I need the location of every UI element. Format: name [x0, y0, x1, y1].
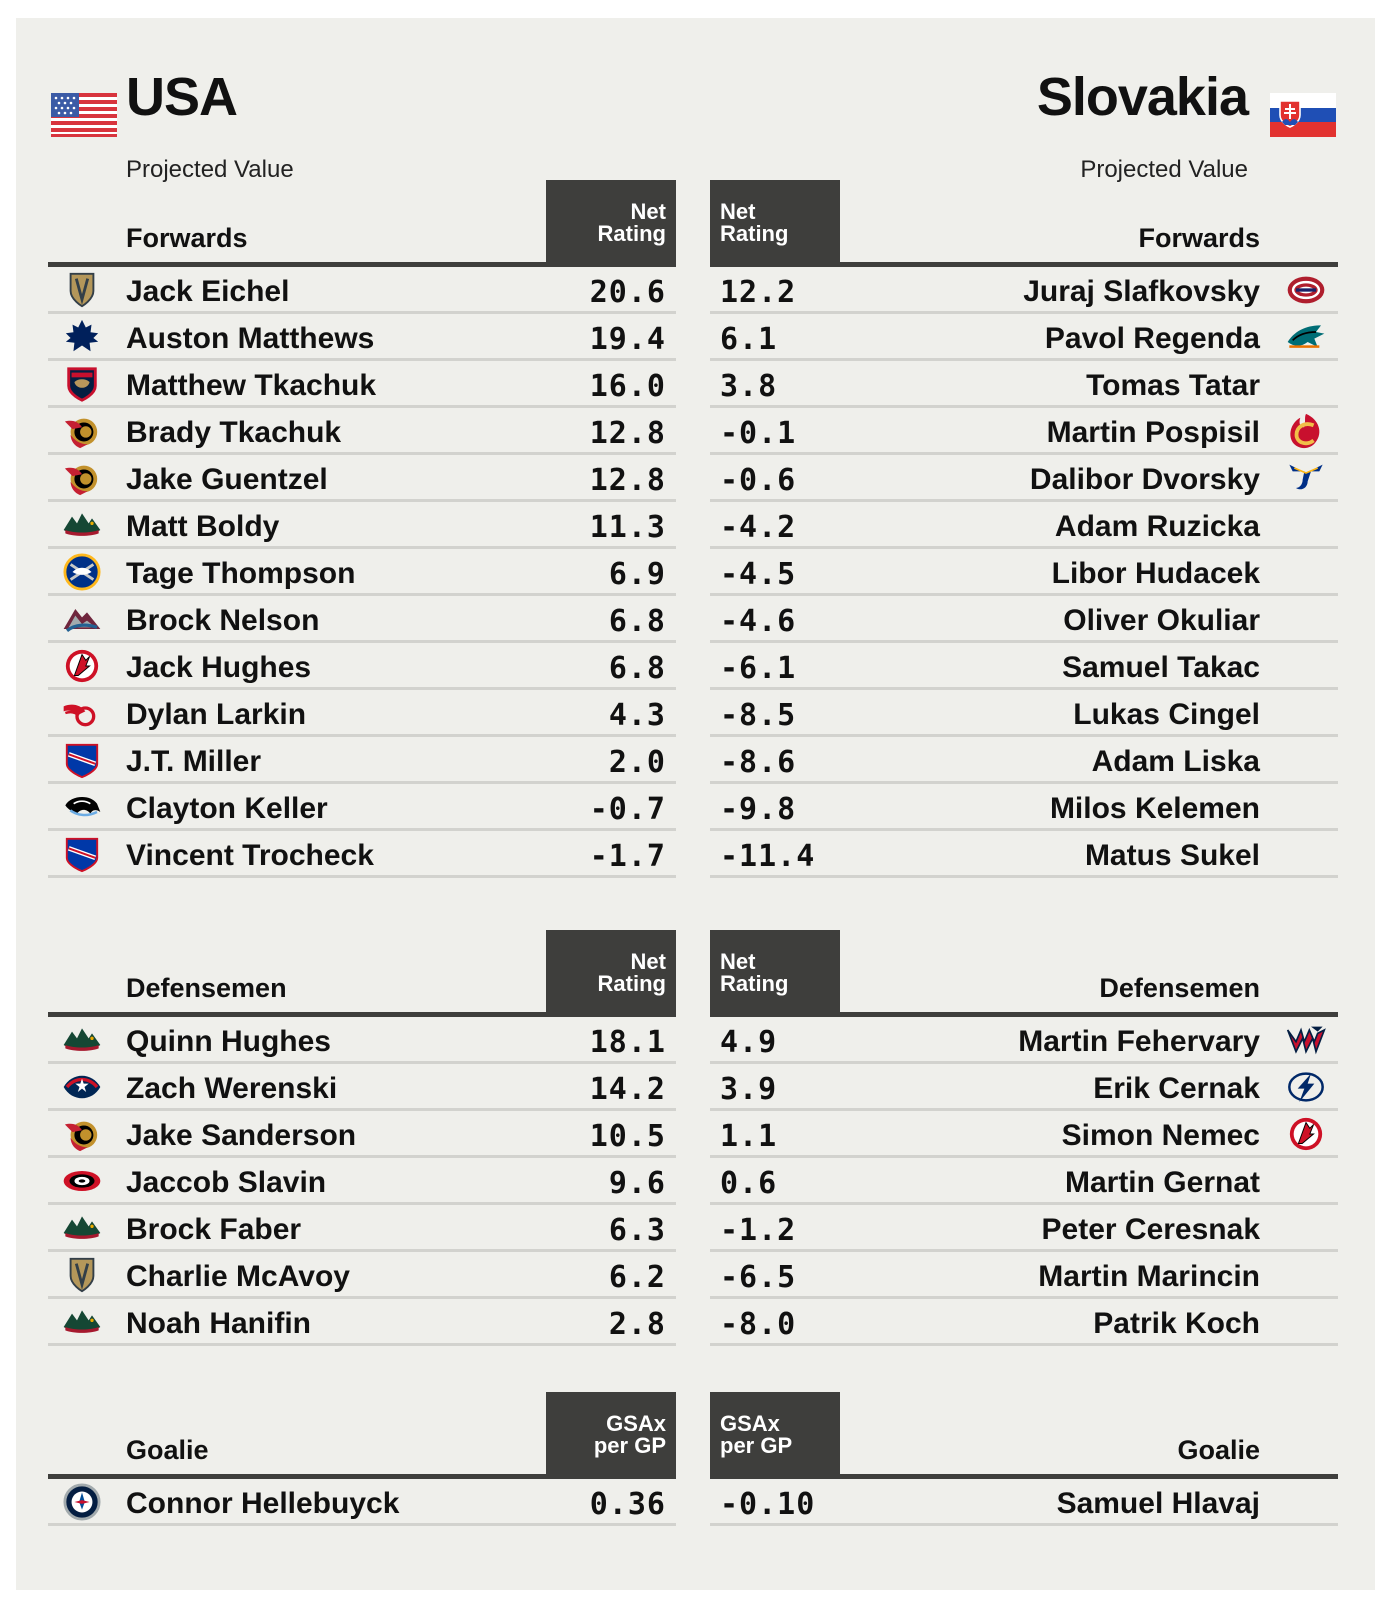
- table-row: [48, 1158, 676, 1205]
- minnesota-wild-logo-icon: [62, 506, 102, 544]
- columbus-blue-jackets-logo-icon: [62, 1068, 102, 1106]
- table-row: [710, 455, 1338, 502]
- table-row: [710, 1479, 1338, 1526]
- player-value: 6.8: [608, 651, 666, 686]
- table-header: [710, 180, 1338, 262]
- buffalo-sabres-logo-icon: [62, 553, 102, 591]
- table-row: [710, 690, 1338, 737]
- player-name: Adam Ruzicka: [1054, 510, 1260, 543]
- column-header-line: Net: [630, 199, 666, 224]
- table-row: [48, 1111, 676, 1158]
- table-row: [710, 361, 1338, 408]
- player-name: Libor Hudacek: [1051, 557, 1260, 590]
- column-header-line: per GP: [593, 1433, 666, 1458]
- player-name: Juraj Slafkovsky: [1023, 275, 1260, 308]
- column-header-line: Net: [720, 199, 756, 224]
- table-row: [710, 643, 1338, 690]
- table-row: [710, 1252, 1338, 1299]
- player-name: Brock Nelson: [126, 604, 320, 637]
- player-value: -0.1: [720, 416, 797, 451]
- player-name: Adam Liska: [1091, 745, 1260, 778]
- player-name: Auston Matthews: [126, 322, 375, 355]
- ottawa-senators-logo-icon: [62, 412, 102, 450]
- section-title: Defensemen: [1099, 973, 1260, 1003]
- player-value: 19.4: [589, 322, 666, 357]
- player-name: Dylan Larkin: [126, 698, 307, 731]
- slovakia-flag-icon: [1270, 93, 1336, 137]
- right-defensemen-table: [710, 930, 1338, 1346]
- player-name: Jaccob Slavin: [126, 1166, 327, 1199]
- table-header: [710, 1392, 1338, 1474]
- table-row: [48, 643, 676, 690]
- team-title-slovakia: Slovakia: [1036, 67, 1248, 127]
- player-name: Milos Kelemen: [1049, 792, 1260, 825]
- table-header: [48, 930, 676, 1012]
- table-row: [48, 1205, 676, 1252]
- player-value: -9.8: [720, 792, 797, 827]
- column-header-line: Net: [630, 949, 666, 974]
- table-row: [710, 831, 1338, 878]
- table-row: [48, 314, 676, 361]
- table-row: [48, 596, 676, 643]
- player-value: -8.5: [720, 698, 797, 733]
- right-goalie-table: [710, 1392, 1338, 1526]
- player-value: 0.36: [589, 1487, 666, 1522]
- player-value: 9.6: [608, 1166, 666, 1201]
- table-row: [710, 1064, 1338, 1111]
- player-name: Connor Hellebuyck: [126, 1487, 400, 1520]
- player-name: Jake Guentzel: [126, 463, 328, 496]
- player-name: Oliver Okuliar: [1063, 604, 1260, 637]
- florida-panthers-logo-icon: [62, 365, 102, 403]
- player-value: -4.2: [720, 510, 797, 545]
- table-row: [48, 1064, 676, 1111]
- player-value: 0.6: [720, 1166, 778, 1201]
- player-name: Noah Hanifin: [126, 1307, 311, 1340]
- player-value: -6.1: [720, 651, 797, 686]
- table-row: [710, 737, 1338, 784]
- column-header: [710, 1392, 840, 1474]
- column-header-line: Rating: [720, 221, 789, 246]
- player-name: Dalibor Dvorsky: [1029, 463, 1260, 496]
- table-row: [710, 1299, 1338, 1346]
- player-name: Samuel Hlavaj: [1056, 1487, 1260, 1520]
- player-name: Peter Ceresnak: [1041, 1213, 1260, 1246]
- player-name: Lukas Cingel: [1073, 698, 1260, 731]
- section-title: Goalie: [126, 1435, 209, 1465]
- player-value: -8.6: [720, 745, 797, 780]
- player-value: 12.8: [589, 416, 666, 451]
- ottawa-senators-logo-icon: [62, 1115, 102, 1153]
- table-header: [710, 930, 1338, 1012]
- player-value: -1.2: [720, 1213, 797, 1248]
- column-header-line: Rating: [597, 971, 666, 996]
- table-row: [48, 361, 676, 408]
- section-title: Goalie: [1177, 1435, 1260, 1465]
- table-header: [48, 1392, 676, 1474]
- st-louis-blues-logo-icon: [1286, 459, 1326, 497]
- table-row: [710, 549, 1338, 596]
- player-value: 10.5: [589, 1119, 666, 1154]
- player-name: Quinn Hughes: [126, 1025, 331, 1058]
- table-row: [710, 1158, 1338, 1205]
- left-forwards-table: [48, 180, 676, 878]
- player-value: 4.9: [720, 1025, 778, 1060]
- player-value: 2.8: [608, 1307, 666, 1342]
- table-header: [48, 180, 676, 262]
- table-row: [710, 267, 1338, 314]
- table-rows: [710, 1017, 1338, 1346]
- table-row: [710, 1111, 1338, 1158]
- player-name: Martin Marincin: [1038, 1260, 1260, 1293]
- player-name: Patrik Koch: [1093, 1307, 1260, 1340]
- right-forwards-table: [710, 180, 1338, 878]
- column-header-line: Net: [720, 949, 756, 974]
- left-goalie-table: [48, 1392, 676, 1526]
- washington-capitals-logo-icon: [1286, 1021, 1326, 1059]
- colorado-avalanche-logo-icon: [62, 600, 102, 638]
- player-value: -0.6: [720, 463, 797, 498]
- player-name: Simon Nemec: [1061, 1119, 1260, 1152]
- player-name: Jack Hughes: [126, 651, 312, 684]
- column-header-line: GSAx: [720, 1411, 780, 1436]
- toronto-maple-leafs-logo-icon: [62, 318, 102, 356]
- new-jersey-devils-logo-icon: [62, 647, 102, 685]
- player-value: -4.5: [720, 557, 797, 592]
- player-value: 4.3: [608, 698, 666, 733]
- player-value: 20.6: [589, 275, 666, 310]
- carolina-hurricanes-logo-icon: [62, 1162, 102, 1200]
- detroit-red-wings-logo-icon: [62, 694, 102, 732]
- table-row: [48, 267, 676, 314]
- subtitle-slovakia: Projected Value: [1080, 156, 1248, 183]
- player-value: 6.2: [608, 1260, 666, 1295]
- player-value: -11.4: [720, 839, 816, 874]
- us-flag-icon: [51, 93, 117, 137]
- team-title-usa: USA: [126, 67, 238, 127]
- table-row: [48, 784, 676, 831]
- player-name: Clayton Keller: [126, 792, 328, 825]
- player-value: 16.0: [589, 369, 666, 404]
- subtitle-usa: Projected Value: [126, 156, 294, 183]
- player-value: -1.7: [589, 839, 666, 874]
- player-name: Samuel Takac: [1062, 651, 1260, 684]
- player-value: 11.3: [589, 510, 666, 545]
- column-header-line: per GP: [720, 1433, 793, 1458]
- player-value: 12.8: [589, 463, 666, 498]
- player-name: Brock Faber: [126, 1213, 302, 1246]
- table-row: [48, 831, 676, 878]
- player-name: Zach Werenski: [126, 1072, 338, 1105]
- table-row: [48, 455, 676, 502]
- player-name: J.T. Miller: [126, 745, 262, 778]
- new-york-rangers-logo-icon: [62, 835, 102, 873]
- column-header-line: Rating: [720, 971, 789, 996]
- calgary-flames-logo-icon: [1286, 412, 1326, 450]
- column-header: [710, 930, 840, 1012]
- player-value: 3.8: [720, 369, 778, 404]
- table-row: [48, 1299, 676, 1346]
- table-row: [710, 596, 1338, 643]
- column-header: [710, 180, 840, 262]
- player-name: Tage Thompson: [126, 557, 356, 590]
- table-row: [710, 314, 1338, 361]
- player-name: Charlie McAvoy: [126, 1260, 350, 1293]
- column-header: [546, 1392, 676, 1474]
- player-value: 6.8: [608, 604, 666, 639]
- winnipeg-jets-logo-icon: [62, 1483, 102, 1521]
- player-value: 12.2: [720, 275, 797, 310]
- player-name: Vincent Trocheck: [126, 839, 374, 872]
- minnesota-wild-logo-icon: [62, 1021, 102, 1059]
- table-rows: [48, 1017, 676, 1346]
- table-row: [48, 502, 676, 549]
- new-jersey-devils-logo-icon: [1286, 1115, 1326, 1153]
- column-header-line: GSAx: [606, 1411, 666, 1436]
- player-value: 6.1: [720, 322, 778, 357]
- player-name: Pavol Regenda: [1044, 322, 1260, 355]
- table-row: [710, 784, 1338, 831]
- vegas-golden-knights-logo-icon: [62, 271, 102, 309]
- section-title: Forwards: [126, 223, 248, 253]
- player-value: 3.9: [720, 1072, 778, 1107]
- player-value: -0.10: [720, 1487, 816, 1522]
- table-row: [48, 549, 676, 596]
- player-name: Martin Fehervary: [1018, 1025, 1260, 1058]
- vegas-golden-knights-logo-icon: [62, 1256, 102, 1294]
- player-name: Tomas Tatar: [1086, 369, 1260, 402]
- player-value: 14.2: [589, 1072, 666, 1107]
- table-rows: [48, 1479, 676, 1526]
- minnesota-wild-logo-icon: [62, 1209, 102, 1247]
- player-value: -8.0: [720, 1307, 797, 1342]
- minnesota-wild-logo-icon: [62, 1303, 102, 1341]
- player-name: Matus Sukel: [1084, 839, 1260, 872]
- table-row: [710, 502, 1338, 549]
- player-value: -6.5: [720, 1260, 797, 1295]
- column-header: [546, 930, 676, 1012]
- ottawa-senators-logo-icon: [62, 459, 102, 497]
- table-row: [710, 408, 1338, 455]
- player-name: Martin Pospisil: [1046, 416, 1260, 449]
- player-name: Matthew Tkachuk: [126, 369, 377, 402]
- section-title: Defensemen: [126, 973, 287, 1003]
- section-title: Forwards: [1138, 223, 1260, 253]
- table-rows: [48, 267, 676, 878]
- column-header: [546, 180, 676, 262]
- montreal-canadiens-logo-icon: [1286, 271, 1326, 309]
- table-row: [48, 1479, 676, 1526]
- table-row: [48, 737, 676, 784]
- player-value: 2.0: [608, 745, 666, 780]
- player-value: 18.1: [589, 1025, 666, 1060]
- new-york-rangers-logo-icon: [62, 741, 102, 779]
- utah-mammoth-logo-icon: [62, 788, 102, 826]
- san-jose-sharks-logo-icon: [1286, 318, 1326, 356]
- player-value: 6.3: [608, 1213, 666, 1248]
- player-name: Brady Tkachuk: [126, 416, 342, 449]
- table-row: [48, 1252, 676, 1299]
- table-row: [48, 690, 676, 737]
- player-name: Martin Gernat: [1064, 1166, 1260, 1199]
- table-row: [710, 1205, 1338, 1252]
- tampa-bay-lightning-logo-icon: [1286, 1068, 1326, 1106]
- player-name: Jake Sanderson: [126, 1119, 357, 1152]
- player-name: Matt Boldy: [126, 510, 280, 543]
- player-value: -0.7: [589, 792, 666, 827]
- player-value: -4.6: [720, 604, 797, 639]
- player-value: 1.1: [720, 1119, 778, 1154]
- player-value: 6.9: [608, 557, 666, 592]
- left-defensemen-table: [48, 930, 676, 1346]
- table-rows: [710, 1479, 1338, 1526]
- table-rows: [710, 267, 1338, 878]
- player-name: Erik Cernak: [1093, 1072, 1260, 1105]
- table-row: [48, 408, 676, 455]
- table-row: [48, 1017, 676, 1064]
- column-header-line: Rating: [597, 221, 666, 246]
- player-name: Jack Eichel: [126, 275, 290, 308]
- table-row: [710, 1017, 1338, 1064]
